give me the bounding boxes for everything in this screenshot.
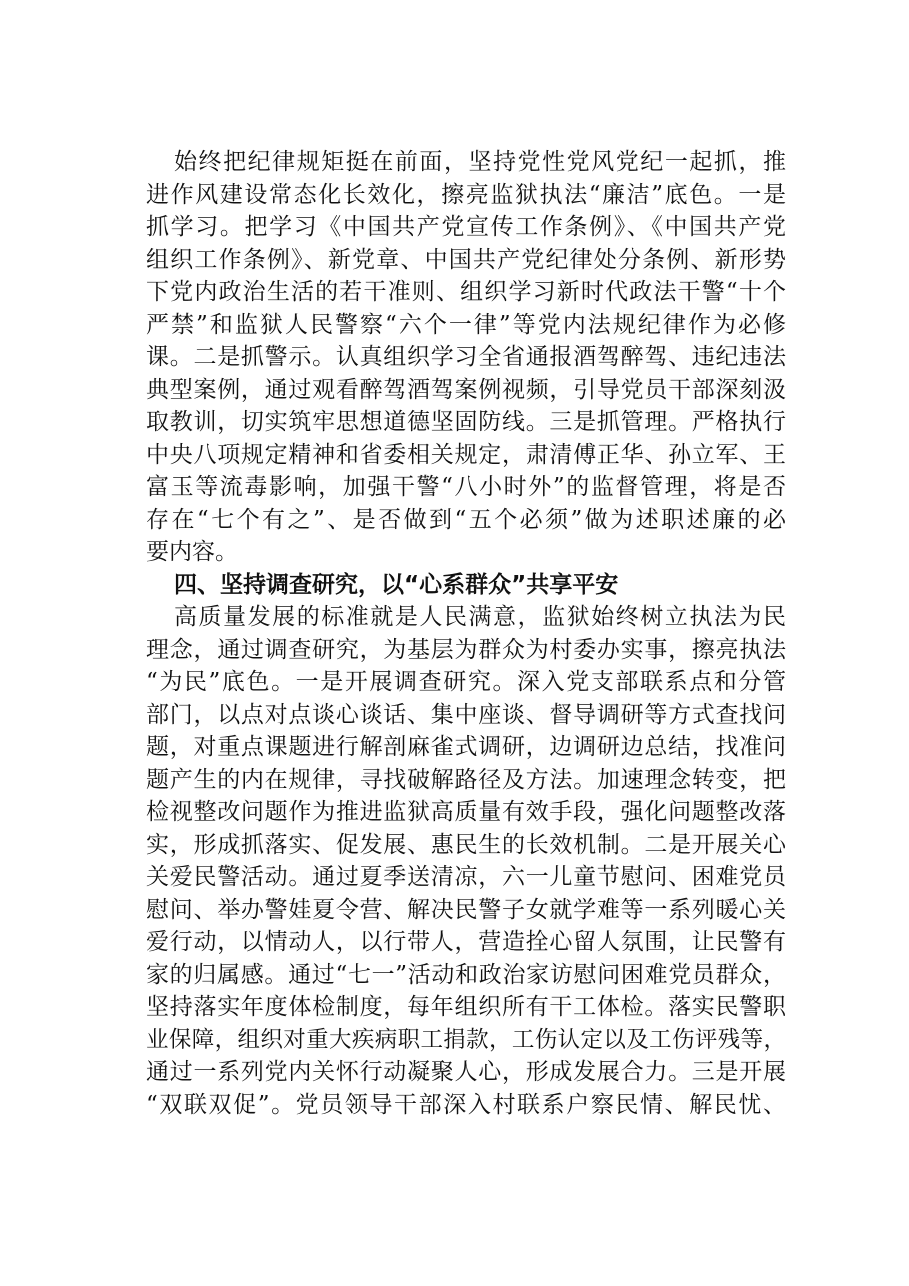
paragraph-line: 严禁”和监狱人民警察“六个一律”等党内法规纪律作为必修	[146, 311, 786, 338]
paragraph-line: 理念，通过调查研究，为基层为群众为村委办实事，擦亮执法	[146, 636, 786, 663]
paragraph-line: 富玉等流毒影响，加强干警“八小时外”的监督管理，将是否	[146, 474, 786, 500]
document-body	[146, 146, 786, 1121]
paragraph-line: 下党内政治生活的若干准则、组织学习新时代政法干警“十个	[146, 279, 786, 305]
paragraph-line: 抓学习。把学习《中国共产党宣传工作条例》、《中国共产党	[146, 214, 786, 240]
paragraph-line: “为民”底色。一是开展调查研究。深入党支部联系点和分管	[146, 669, 786, 695]
paragraph-line: 进作风建设常态化长效化，擦亮监狱执法“廉洁”底色。一是	[146, 181, 786, 208]
paragraph-line: 高质量发展的标准就是人民满意，监狱始终树立执法为民	[174, 604, 786, 630]
paragraph-line: 部门，以点对点谈心谈话、集中座谈、督导调研等方式查找问	[146, 701, 786, 728]
paragraph-line: “双联双促”。党员领导干部深入村联系户察民情、解民忧、	[146, 1091, 786, 1118]
paragraph-line: 爱行动，以情动人，以行带人，营造拴心留人氛围，让民警有	[146, 929, 786, 955]
paragraph-line: 课。二是抓警示。认真组织学习全省通报酒驾醉驾、违纪违法	[146, 344, 786, 370]
section-heading: 四、坚持调查研究，以“心系群众”共享平安	[174, 571, 619, 598]
paragraph-line: 取教训，切实筑牢思想道德坚固防线。三是抓管理。严格执行	[146, 409, 786, 435]
paragraph-line: 慰问、举办警娃夏令营、解决民警子女就学难等一系列暖心关	[146, 896, 786, 923]
paragraph-line: 组织工作条例》、新党章、中国共产党纪律处分条例、新形势	[146, 246, 786, 273]
paragraph-research	[146, 601, 786, 1121]
paragraph-line: 业保障，组织对重大疾病职工捐款，工伤认定以及工伤评残等，	[146, 1026, 786, 1053]
paragraph-line: 题，对重点课题进行解剖麻雀式调研，边调研边总结，找准问	[146, 734, 786, 760]
paragraph-line: 检视整改问题作为推进监狱高质量有效手段，强化问题整改落	[146, 799, 786, 825]
paragraph-line: 坚持落实年度体检制度，每年组织所有干工体检。落实民警职	[146, 994, 786, 1020]
paragraph-line: 始终把纪律规矩挺在前面，坚持党性党风党纪一起抓，推	[174, 149, 786, 175]
paragraph-line: 题产生的内在规律，寻找破解路径及方法。加速理念转变，把	[146, 766, 786, 793]
paragraph-line: 关爱民警活动。通过夏季送清凉，六一儿童节慰问、困难党员	[146, 864, 786, 890]
paragraph-line: 中央八项规定精神和省委相关规定，肃清傅正华、孙立军、王	[146, 441, 786, 468]
paragraph-discipline	[146, 146, 786, 569]
paragraph-line: 通过一系列党内关怀行动凝聚人心，形成发展合力。三是开展	[146, 1059, 786, 1085]
paragraph-line: 存在“七个有之”、是否做到“五个必须”做为述职述廉的必	[146, 506, 786, 533]
paragraph-line: 实，形成抓落实、促发展、惠民生的长效机制。二是开展关心	[146, 831, 786, 858]
paragraph-line: 家的归属感。通过“七一”活动和政治家访慰问困难党员群众，	[146, 961, 786, 988]
paragraph-line: 要内容。	[146, 539, 238, 565]
paragraph-line: 典型案例，通过观看醉驾酒驾案例视频，引导党员干部深刻汲	[146, 376, 786, 403]
